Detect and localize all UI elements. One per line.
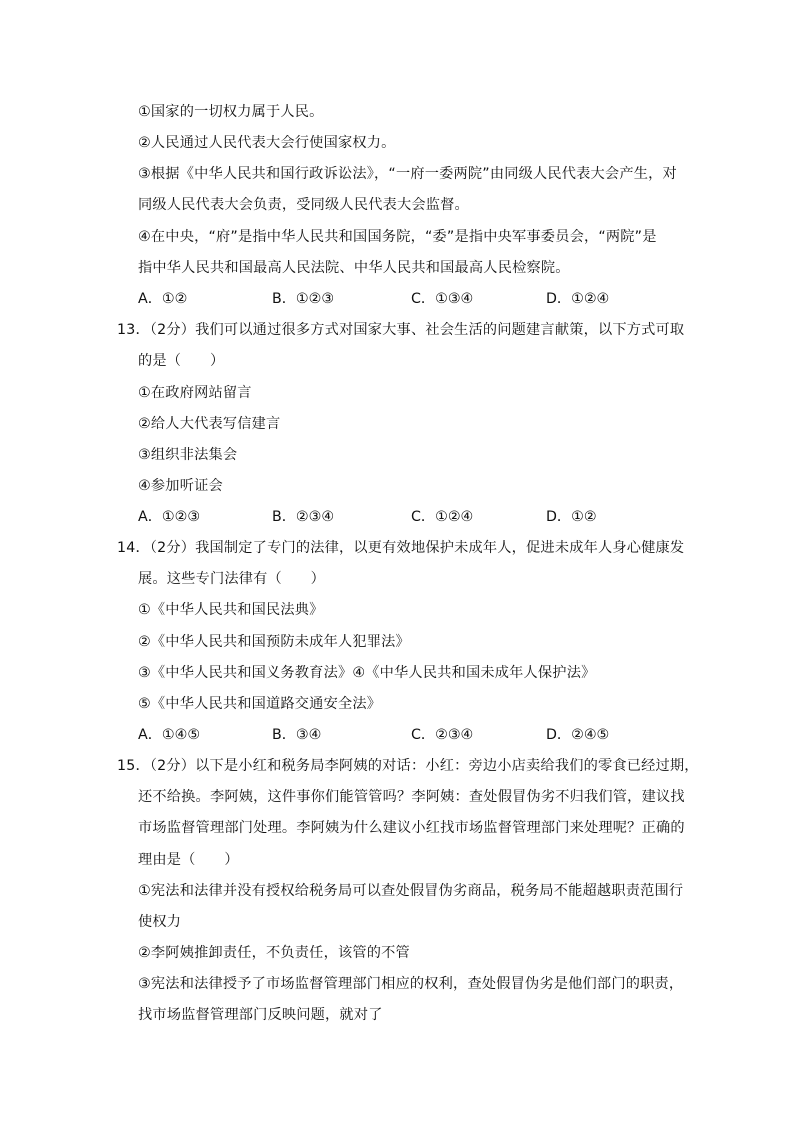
q13-stem-line-2: 的是（ ）: [138, 353, 225, 369]
q12-item-2: ②人民通过人民代表大会行使国家权力。: [138, 135, 396, 151]
q14-option-b: B．③④: [272, 727, 322, 743]
q15-stem-line-2: 还不给换。李阿姨，这件事你们能管管吗？李阿姨：查处假冒伪劣不归我们管，建议找: [138, 789, 685, 805]
q14-item-1: ①《中华人民共和国民法典》: [138, 602, 324, 618]
q12-item-4: ④在中央，“府”是指中华人民共和国国务院，“委”是指中央军事委员会，“两院”是: [138, 229, 657, 245]
q15-item-2: ②李阿姨推卸责任，不负责任，该管的不管: [138, 945, 410, 961]
q14-item-3-4: ③《中华人民共和国义务教育法》④《中华人民共和国未成年人保护法》: [138, 665, 596, 681]
q12-item-1: ①国家的一切权力属于人民。: [138, 104, 324, 120]
q14-stem-line-1: 14．（2分）我国制定了专门的法律，以更有效地保护未成年人，促进未成年人身心健康发: [117, 540, 685, 556]
q13-item-4: ④参加听证会: [138, 478, 223, 494]
q12-option-d: D．①②④: [546, 291, 610, 307]
q15-item-1: ①宪法和法律并没有授权给税务局可以查处假冒伪劣商品，税务局不能超越职责范围行: [138, 883, 684, 899]
q13-option-d: D．①②: [546, 509, 597, 525]
q13-item-3: ③组织非法集会: [138, 447, 238, 463]
q12-option-b: B．①②③: [272, 291, 335, 307]
q13-option-a: A．①②③: [138, 509, 201, 525]
q14-item-5: ⑤《中华人民共和国道路交通安全法》: [138, 696, 382, 712]
q12-item-4-cont: 指中华人民共和国最高人民法院、中华人民共和国最高人民检察院。: [138, 260, 570, 276]
q14-option-a: A．①④⑤: [138, 727, 201, 743]
q12-option-c: C．①③④: [411, 291, 474, 307]
q14-option-d: D．②④⑤: [546, 727, 610, 743]
q14-stem-line-2: 展。这些专门法律有（ ）: [138, 571, 326, 587]
q14-option-c: C．②③④: [411, 727, 474, 743]
q15-item-1-cont: 使权力: [138, 914, 182, 930]
q12-item-3-cont: 同级人民代表大会负责，受同级人民代表大会监督。: [138, 197, 469, 213]
q15-item-3-cont: 找市场监督管理部门反映问题，就对了: [138, 1007, 383, 1023]
q13-option-b: B．②③④: [272, 509, 335, 525]
q13-item-2: ②给人大代表写信建言: [138, 416, 281, 432]
q15-stem-line-3: 市场监督管理部门处理。李阿姨为什么建议小红找市场监督管理部门来处理呢？正确的: [138, 820, 685, 836]
q15-stem-line-1: 15．（2分）以下是小红和税务局李阿姨的对话：小红：旁边小店卖给我们的零食已经过期，: [117, 758, 699, 774]
q13-item-1: ①在政府网站留言: [138, 385, 252, 401]
q12-option-a: A．①②: [138, 291, 188, 307]
q15-stem-line-4: 理由是（ ）: [138, 852, 239, 868]
q12-item-3: ③根据《中华人民共和国行政诉讼法》，“一府一委两院”由同级人民代表大会产生，对: [138, 166, 677, 182]
q14-item-2: ②《中华人民共和国预防未成年人犯罪法》: [138, 634, 410, 650]
q13-option-c: C．①②④: [411, 509, 474, 525]
q15-item-3: ③宪法和法律授予了市场监督管理部门相应的权利，查处假冒伪劣是他们部门的职责，: [138, 976, 684, 992]
q13-stem-line-1: 13．（2分）我们可以通过很多方式对国家大事、社会生活的问题建言献策，以下方式可取: [117, 322, 685, 338]
